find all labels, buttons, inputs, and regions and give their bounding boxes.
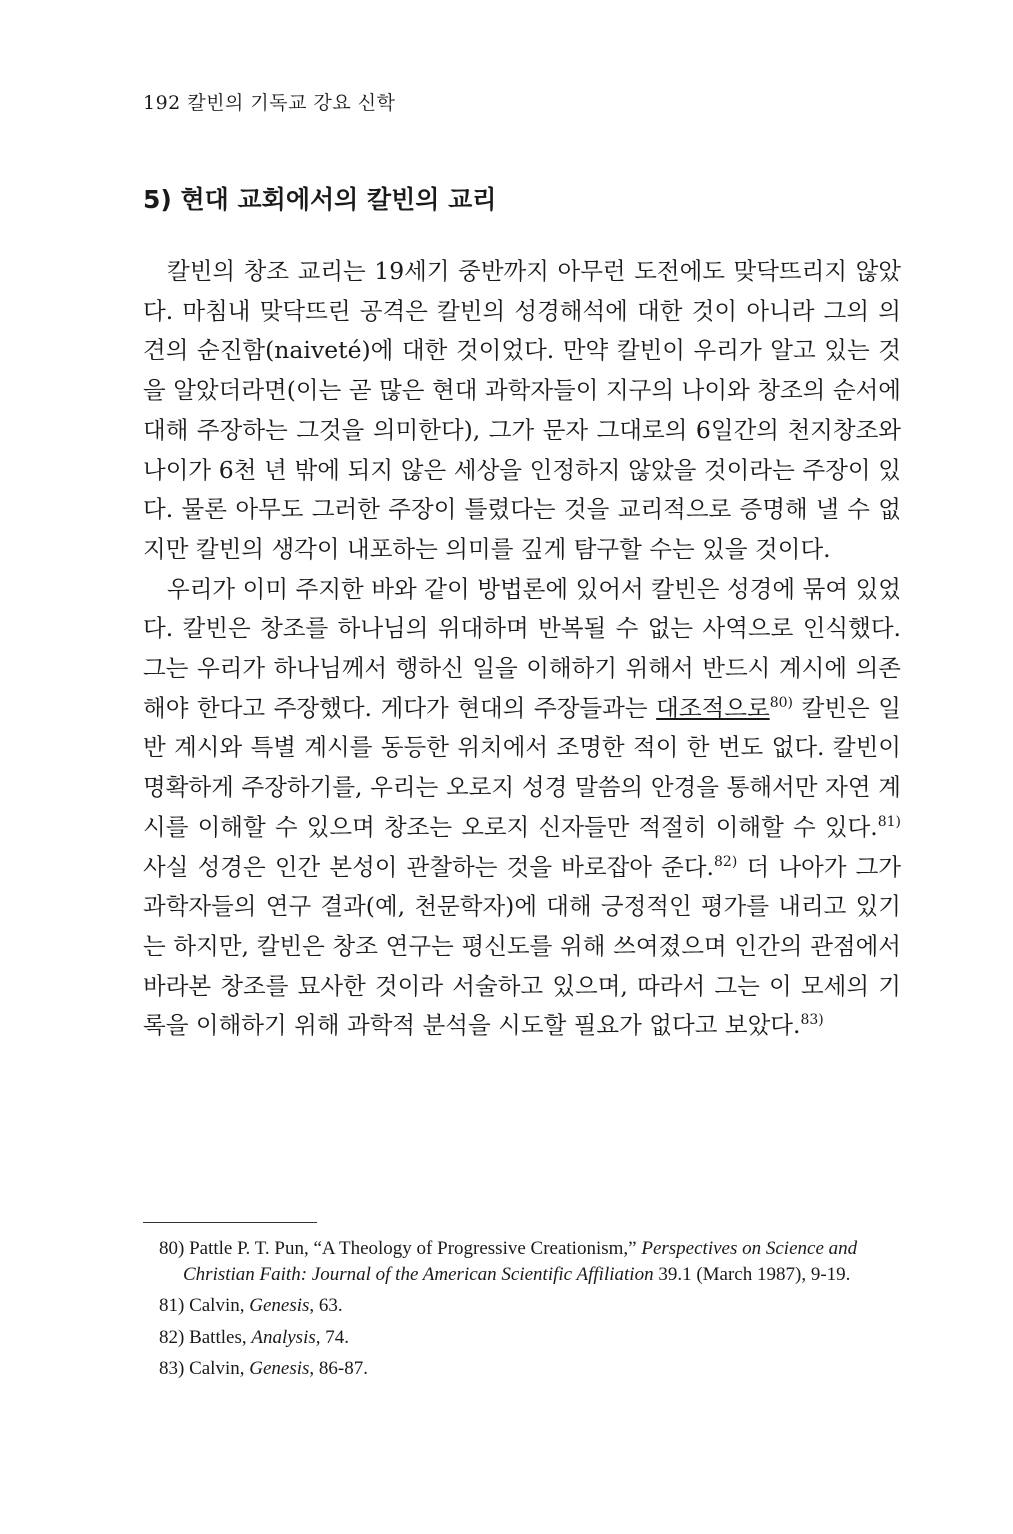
footnote-text: , 74. [315,1326,349,1348]
body-text [143,252,901,1046]
footnote-divider [143,1222,317,1223]
footnote-81 [159,1293,905,1319]
page-number: 192 [143,92,181,114]
footnote-number: 82) [159,1326,185,1348]
running-header [143,88,395,115]
footnote-82 [159,1325,905,1351]
footnote-text: , 63. [309,1295,343,1316]
footnote-italic-title: Perspectives on Science and Christian Faith: Journal of the American Scientific Affiliation [183,1238,858,1285]
footnote-italic-title: Genesis [249,1295,310,1316]
footnote-ref-83: 83) [800,1012,824,1029]
footnote-number: 81) [159,1295,185,1316]
footnotes [159,1236,905,1388]
footnote-text: Calvin, [184,1295,250,1316]
footnote-text: Calvin, [184,1358,250,1379]
footnote-ref-80: 80) [769,694,793,711]
footnote-text: 39.1 (March 1987), 9-19. [653,1263,851,1285]
paragraph-1: 칼빈의 창조 교리는 19세기 중반까지 아무런 도전에도 맞닥뜨리지 않았다. 마침내 맞닥뜨린 공격은 칼빈의 성경해석에 대한 것이 아니라 그의 의견의 순진함(naiveté)에 대한 것이었다. 만약 칼빈이 우리가 알고 있는 것을 알았더라면(이는 곧 많은 현대 과학자들이 지구의 나이와 창조의 순서에 대해 주장하는 그것을 의미한다), 그가 문자 그대로의 6일간의 천지창조와 나이가 6천 년 밖에 되지 않은 세상을 인정하지 않았을 것이라는 주장이 있다. 물론 아무도 그러한 주장이 틀렸다는 것을 교리적으로 증명해 낼 수 없지만 칼빈의 생각이 내포하는 의미를 깊게 탐구할 수는 있을 것이다. [143,257,901,563]
footnote-80 [159,1236,905,1287]
paragraph-2 [143,570,901,1046]
footnote-italic-title: Analysis [251,1326,316,1348]
footnote-83 [159,1356,905,1382]
section-title: 5) 현대 교회에서의 칼빈의 교리 [143,185,497,214]
footnote-italic-title: Genesis [249,1358,310,1379]
footnote-ref-81: 81) [877,813,902,830]
footnote-text: Battles, [184,1326,252,1348]
paragraph-2-part-b: 칼빈은 일반 계시와 특별 계시를 동등한 위치에서 조명한 적이 한 번도 없다. 칼빈이 명확하게 주장하기를, 우리는 오로지 성경 말씀의 안경을 통해서만 자연 계시를 이해할 수 있으며 창조는 오로지 신자들만 적절히 이해할 수 있다. [143,693,901,841]
paragraph-2-part-d: 더 나아가 그가 과학자들의 연구 결과(예, 천문학자)에 대해 긍정적인 평가를 내리고 있기는 하지만, 칼빈은 창조 연구는 평신도를 위해 쓰여졌으며 인간의 관점에서 바라본 창조를 묘사한 것이라 서술하고 있으며, 따라서 그는 이 모세의 기록을 이해하기 위해 과학적 분석을 시도할 필요가 없다고 보았다. [143,852,901,1040]
footnote-text: Pattle P. T. Pun, “A Theology of Progressive Creationism,” [184,1238,642,1259]
footnote-text: , 86-87. [309,1358,368,1379]
paragraph-2-part-c: 사실 성경은 인간 본성이 관찰하는 것을 바로잡아 준다. [143,852,715,881]
footnote-ref-82: 82) [714,853,738,870]
footnote-number: 80) [159,1238,185,1259]
book-title: 칼빈의 기독교 강요 신학 [187,92,396,114]
footnote-number: 83) [159,1358,185,1379]
paragraph-2-part-a: 우리가 이미 주지한 바와 같이 방법론에 있어서 칼빈은 성경에 묶여 있었다. 칼빈은 창조를 하나님의 위대하며 반복될 수 없는 사역으로 인식했다. 그는 우리가 하나님께서 행하신 일을 이해하기 위해서 반드시 계시에 의존해야 한다고 주장했다. 게다가 현대의 주장들과는 [143,574,901,722]
underlined-text: 대조적으로 [656,693,770,722]
